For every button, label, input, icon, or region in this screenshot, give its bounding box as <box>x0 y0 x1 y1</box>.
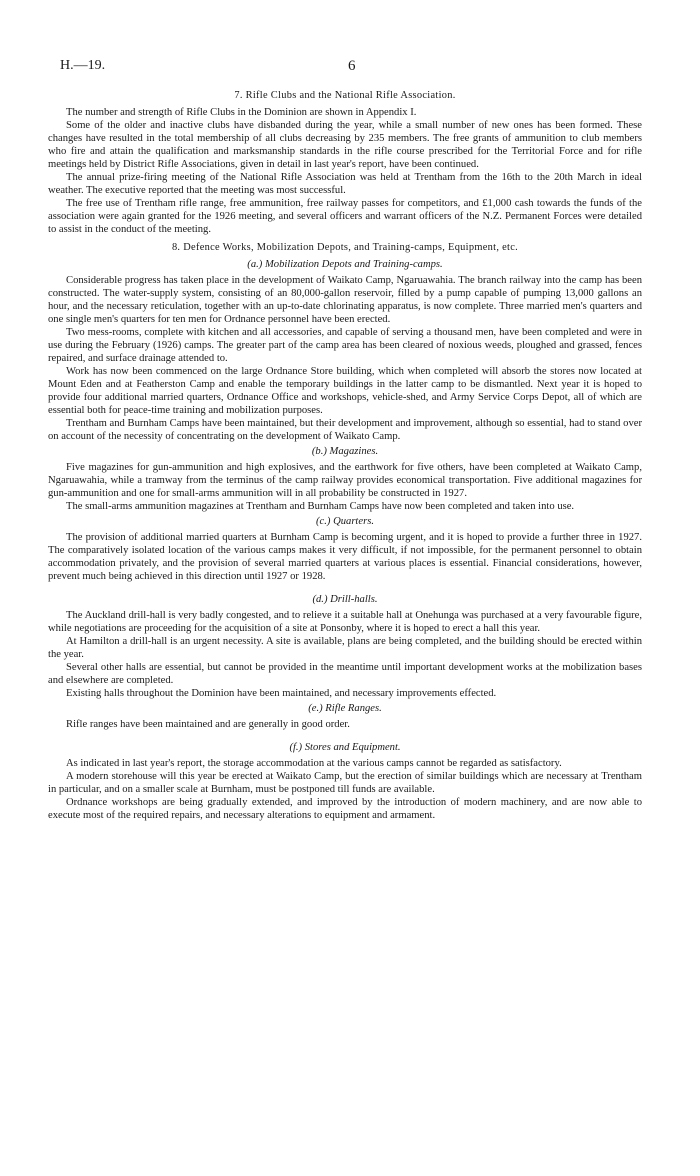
subsection-a-paragraph: Two mess-rooms, complete with kitchen and all accessories, and capable of serving a thousand men, have been completed and were in use during the February (1926) camps. The greater part of the camp area has been cleared of noxious weeds, ploughed and grassed, fences repaired, and surface drainage attended to. <box>48 327 642 364</box>
document-id: H.—19. <box>60 58 106 73</box>
subsection-d-title: (d.) Drill-halls. <box>312 594 378 605</box>
subsection-d-paragraph: Existing halls throughout the Dominion have been maintained, and necessary improvements effected. <box>66 688 497 699</box>
section-7-paragraph: The free use of Trentham rifle range, free ammunition, free railway passes for competitors, and £1,000 cash towards the funds of the association were again granted for the 1926 meeting, and several officers and warrant officers of the N.Z. Permanent Forces were detailed to assist in the conduct of the meeting. <box>48 198 642 235</box>
subsection-d-paragraph: Several other halls are essential, but cannot be provided in the meantime until important development works at the mobilization bases and elsewhere are completed. <box>48 662 642 686</box>
subsection-f-paragraph: Ordnance workshops are being gradually extended, and improved by the introduction of modern machinery, and are now able to execute most of the required repairs, and necessary alterations to equipment and armament. <box>48 797 642 821</box>
subsection-f-paragraph: A modern storehouse will this year be erected at Waikato Camp, but the erection of similar buildings which are necessary at Trentham in particular, and on a smaller scale at Burnham, must be postponed till funds are available. <box>48 771 642 795</box>
subsection-a-paragraph: Work has now been commenced on the large Ordnance Store building, which when completed will absorb the stores now located at Mount Eden and at Featherston Camp and enable the temporary buildings in the latter camp to be dismantled. Next year it is hoped to provide four additional married quarters, Ordnance Office and workshops, vehicle-shed, and Army Service Corps Depot, all of which are essential both for peace-time training and mobilization purposes. <box>48 366 642 416</box>
running-header <box>60 58 640 78</box>
subsection-d-paragraph: The Auckland drill-hall is very badly congested, and to relieve it a suitable hall at Onehunga was purchased at a very favourable figure, while negotiations are proceeding for the acquisition of a site at Ponsonby, where it is hoped to erect a hall this year. <box>48 610 642 634</box>
section-7-paragraph: The number and strength of Rifle Clubs in the Dominion are shown in Appendix I. <box>66 107 417 118</box>
body-text <box>48 86 642 822</box>
section-7-paragraph: Some of the older and inactive clubs have disbanded during the year, while a small number of new ones has been formed. These changes have resulted in the total membership of all clubs decreasing by 235 members. The free grants of ammunition to club members who fire and attain the qualification and marksmanship standards in the rifle course prescribed for the Territorial Force and for rifle meetings held by District Rifle Associations, given in detail in last year's report, have been continued. <box>48 120 642 170</box>
subsection-a-title: (a.) Mobilization Depots and Training-camps. <box>247 259 443 270</box>
subsection-c-paragraph: The provision of additional married quarters at Burnham Camp is becoming urgent, and it is hoped to provide a further three in 1927. The comparatively isolated location of the various camps makes it very difficult, if not impossible, for the permanent personnel to obtain accommodation privately, and the provision of several married quarters at various places is essential. Financial considerations, however, prevent much being achieved in this direction until 1927 or 1928. <box>48 532 642 582</box>
subsection-e-title: (e.) Rifle Ranges. <box>308 703 382 714</box>
subsection-b-paragraph: The small-arms ammunition magazines at Trentham and Burnham Camps have now been completed and taken into use. <box>66 501 575 512</box>
subsection-b-title: (b.) Magazines. <box>311 446 379 457</box>
section-7-heading: 7. Rifle Clubs and the National Rifle Association. <box>234 90 456 101</box>
subsection-e-paragraph: Rifle ranges have been maintained and are generally in good order. <box>66 719 350 730</box>
subsection-d-paragraph: At Hamilton a drill-hall is an urgent necessity. A site is available, plans are being completed, and the building should be erected within the year. <box>48 636 642 660</box>
subsection-a-paragraph: Considerable progress has taken place in the development of Waikato Camp, Ngaruawahia. The branch railway into the camp has been constructed. The water-supply system, consisting of an 80,000-gallon reservoir, filled by a pump capable of pumping 13,000 gallons an hour, and the necessary reticulation, together with an up-to-date chlorinating apparatus, is now complete. Three married men's quarters and one single men's quarters for ten men for Ordnance personnel have been erected. <box>48 275 642 325</box>
subsection-f-title: (f.) Stores and Equipment. <box>289 742 401 753</box>
subsection-a-paragraph: Trentham and Burnham Camps have been maintained, but their development and improvement, although so essential, had to stand over on account of the necessity of concentrating on the development of Waikato Camp. <box>48 418 642 442</box>
subsection-f-paragraph: As indicated in last year's report, the storage accommodation at the various camps cannot be regarded as satisfactory. <box>66 758 562 769</box>
page-number: 6 <box>348 58 356 74</box>
section-7-paragraph: The annual prize-firing meeting of the National Rifle Association was held at Trentham from the 16th to the 20th March in ideal weather. The executive reported that the meeting was most successful. <box>48 172 642 196</box>
subsection-c-title: (c.) Quarters. <box>316 516 374 527</box>
section-8-heading: 8. Defence Works, Mobilization Depots, and Training-camps, Equipment, etc. <box>171 242 519 253</box>
subsection-b-paragraph: Five magazines for gun-ammunition and high explosives, and the earthwork for five others, have been completed at Waikato Camp, Ngaruawahia, while a tramway from the terminus of the camp railway provides economical transportation. Five additional magazines for gun-ammunition and one for small-arms ammunition will in all probability be constructed in 1927. <box>48 462 642 499</box>
